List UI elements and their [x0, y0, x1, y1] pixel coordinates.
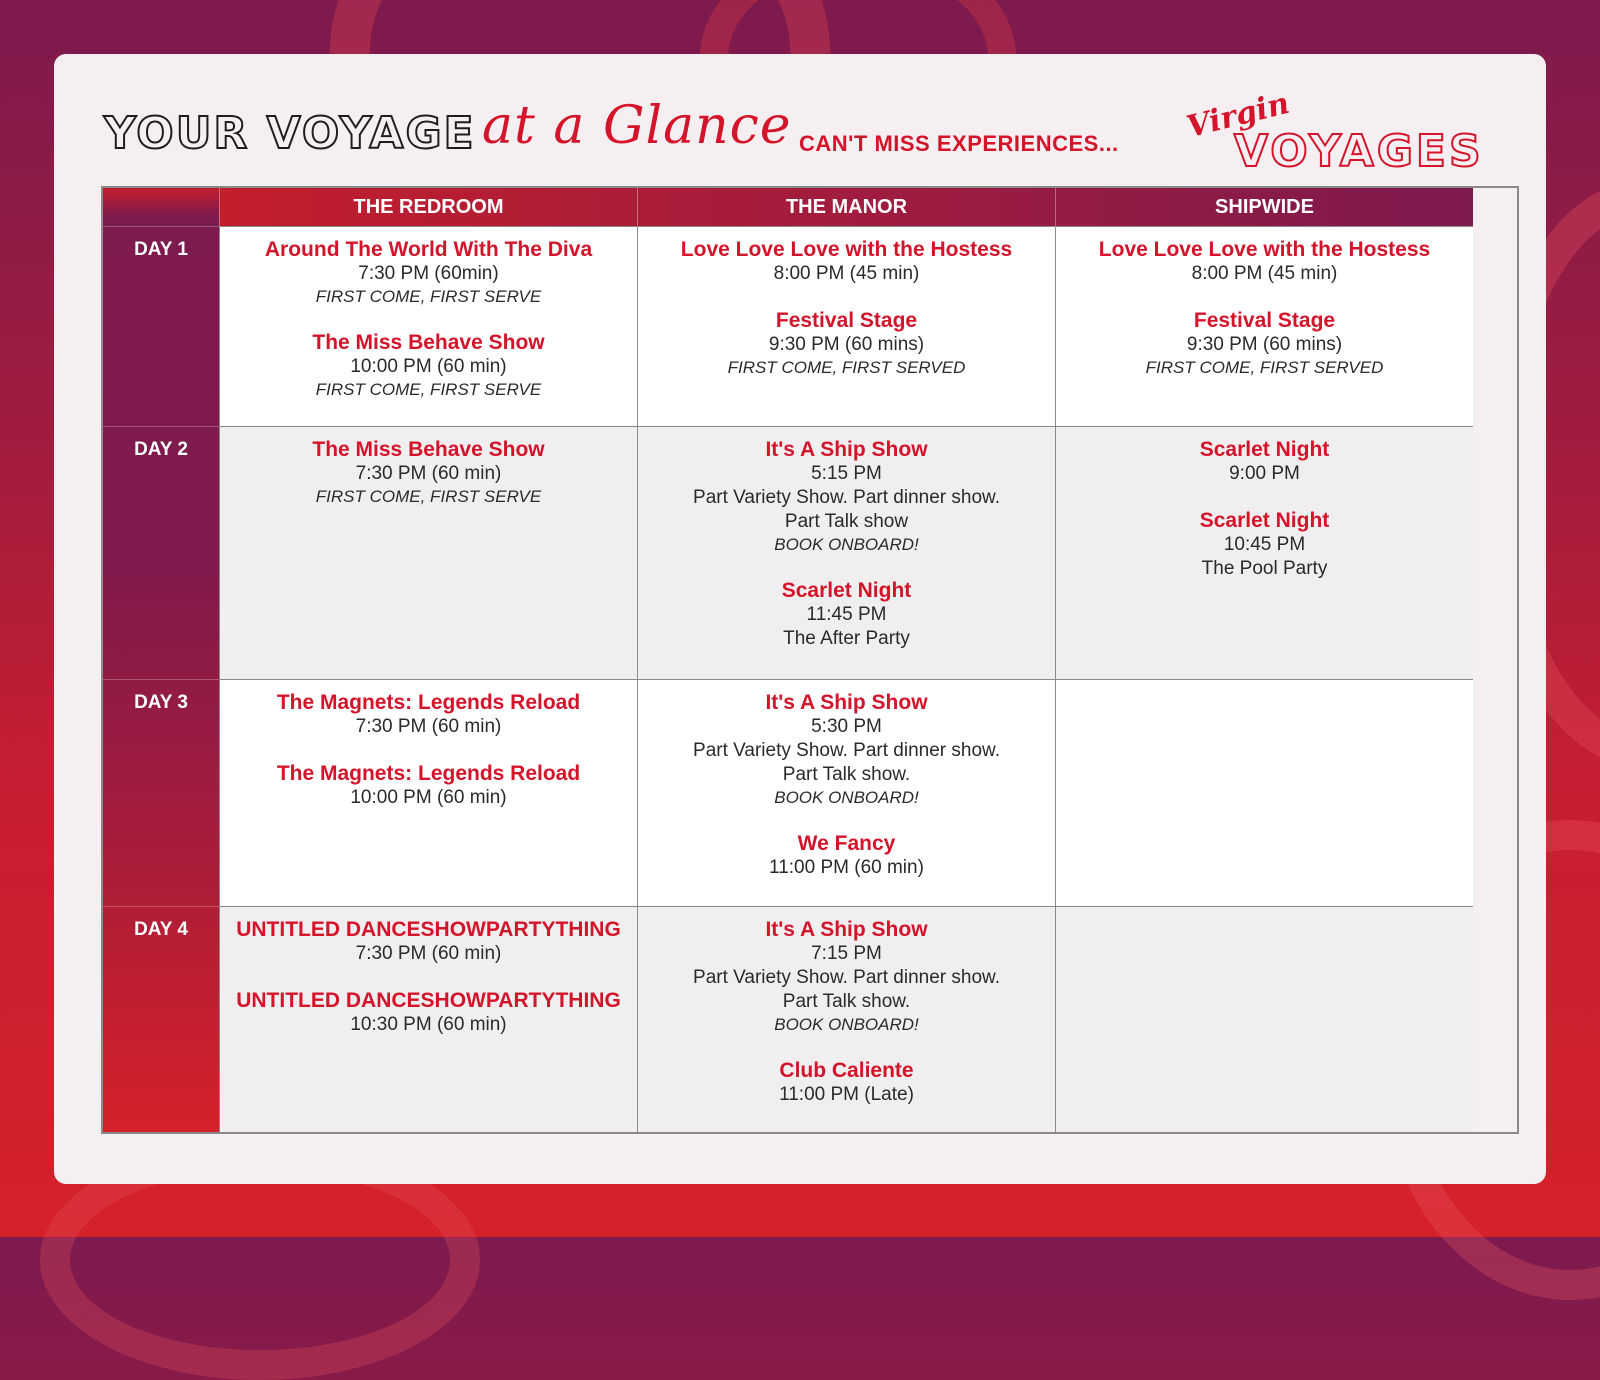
event-title: It's A Ship Show — [765, 918, 928, 941]
event-title: We Fancy — [797, 832, 896, 855]
schedule-table — [101, 186, 1519, 1134]
event-title: Club Caliente — [779, 1059, 914, 1082]
event-description: Part Talk show. — [782, 764, 911, 785]
column-header-redroom: THE REDROOM — [219, 188, 637, 226]
event-title: UNTITLED DANCESHOWPARTYTHING — [236, 989, 621, 1012]
event-time: 9:00 PM — [1229, 463, 1300, 484]
event-title: The Magnets: Legends Reload — [276, 691, 581, 714]
event — [1056, 308, 1473, 379]
event-time: 11:45 PM — [806, 604, 887, 625]
event — [220, 330, 637, 401]
event-note: FIRST COME, FIRST SERVED — [1145, 358, 1384, 377]
event-description: The After Party — [783, 628, 910, 649]
event-title: Scarlet Night — [1199, 509, 1330, 532]
event-title: It's A Ship Show — [765, 691, 928, 714]
event-title: The Miss Behave Show — [312, 331, 545, 354]
event-title: The Magnets: Legends Reload — [276, 762, 581, 785]
event-description: Part Variety Show. Part dinner show. — [693, 487, 1000, 508]
event — [220, 917, 637, 966]
event-time: 7:30 PM (60 min) — [355, 716, 502, 737]
event-title: Scarlet Night — [1199, 438, 1330, 461]
column-header-manor: THE MANOR — [637, 188, 1055, 226]
event — [1056, 508, 1473, 581]
event-time: 10:00 PM (60 min) — [350, 356, 507, 377]
event — [638, 437, 1055, 556]
event-note: FIRST COME, FIRST SERVE — [315, 380, 542, 399]
schedule-cell — [637, 906, 1055, 1132]
schedule-cell — [219, 426, 637, 679]
event-time: 10:45 PM — [1223, 534, 1306, 555]
page-title: YOUR VOYAGE — [104, 108, 476, 159]
event-title: Around The World With The Diva — [264, 238, 593, 261]
event-title: UNTITLED DANCESHOWPARTYTHING — [236, 918, 621, 941]
event-note: BOOK ONBOARD! — [774, 788, 919, 807]
event-title: It's A Ship Show — [765, 438, 928, 461]
event — [638, 237, 1055, 286]
schedule-cell-empty — [1055, 906, 1473, 1132]
event-time: 5:30 PM — [811, 716, 882, 737]
event — [1056, 237, 1473, 286]
schedule-cell — [637, 426, 1055, 679]
event-description: Part Variety Show. Part dinner show. — [693, 967, 1000, 988]
event-time: 10:30 PM (60 min) — [350, 1014, 507, 1035]
event — [638, 1058, 1055, 1107]
event — [1056, 437, 1473, 486]
event — [638, 917, 1055, 1036]
event-time: 7:15 PM — [811, 943, 882, 964]
event-time: 11:00 PM (60 min) — [769, 857, 924, 878]
event-time: 8:00 PM (45 min) — [773, 263, 920, 284]
event-time: 9:30 PM (60 mins) — [768, 334, 925, 355]
event-time: 7:30 PM (60 min) — [355, 943, 502, 964]
schedule-cell — [637, 226, 1055, 426]
column-header-shipwide: SHIPWIDE — [1055, 188, 1473, 226]
event-title: The Miss Behave Show — [312, 438, 545, 461]
event — [220, 690, 637, 739]
logo-word: VOYAGES — [1234, 126, 1484, 177]
event-description: Part Talk show. — [782, 991, 911, 1012]
event-description: The Pool Party — [1201, 558, 1328, 579]
event — [220, 237, 637, 308]
event-time: 7:30 PM (60 min) — [355, 463, 502, 484]
event-time: 7:30 PM (60min) — [358, 263, 499, 284]
event-description: Part Variety Show. Part dinner show. — [693, 740, 1000, 761]
event-note: BOOK ONBOARD! — [774, 1015, 919, 1034]
page-title-script: at a Glance — [482, 96, 792, 156]
event — [638, 690, 1055, 809]
day-label: DAY 2 — [103, 426, 219, 679]
event — [638, 578, 1055, 651]
event-time: 5:15 PM — [811, 463, 882, 484]
event-note: FIRST COME, FIRST SERVE — [315, 287, 542, 306]
voyage-card — [54, 54, 1546, 1184]
event-note: FIRST COME, FIRST SERVED — [727, 358, 966, 377]
logo-script: Virgin — [1183, 85, 1293, 146]
event-note: FIRST COME, FIRST SERVE — [315, 487, 542, 506]
schedule-cell — [219, 226, 637, 426]
schedule-cell — [1055, 426, 1473, 679]
day-label: DAY 1 — [103, 226, 219, 426]
event-title: Festival Stage — [1193, 309, 1336, 332]
event-time: 10:00 PM (60 min) — [350, 787, 507, 808]
event-title: Love Love Love with the Hostess — [1098, 238, 1431, 261]
event-title: Love Love Love with the Hostess — [680, 238, 1013, 261]
event-time: 8:00 PM (45 min) — [1191, 263, 1338, 284]
event-time: 11:00 PM (Late) — [779, 1084, 914, 1105]
event — [638, 308, 1055, 379]
schedule-cell — [219, 679, 637, 906]
schedule-cell — [219, 906, 637, 1132]
event-note: BOOK ONBOARD! — [774, 535, 919, 554]
event — [638, 831, 1055, 880]
day-label: DAY 3 — [103, 679, 219, 906]
event-time: 9:30 PM (60 mins) — [1186, 334, 1343, 355]
schedule-cell — [1055, 226, 1473, 426]
virgin-voyages-logo — [1183, 85, 1516, 184]
event — [220, 437, 637, 508]
event — [220, 761, 637, 810]
day-label: DAY 4 — [103, 906, 219, 1132]
event-title: Festival Stage — [775, 309, 918, 332]
page-subtitle: CAN'T MISS EXPERIENCES... — [799, 131, 1119, 156]
schedule-cell — [637, 679, 1055, 906]
page-header — [54, 54, 1546, 184]
event — [220, 988, 637, 1037]
event-title: Scarlet Night — [781, 579, 912, 602]
schedule-cell-empty — [1055, 679, 1473, 906]
event-description: Part Talk show — [784, 511, 909, 532]
